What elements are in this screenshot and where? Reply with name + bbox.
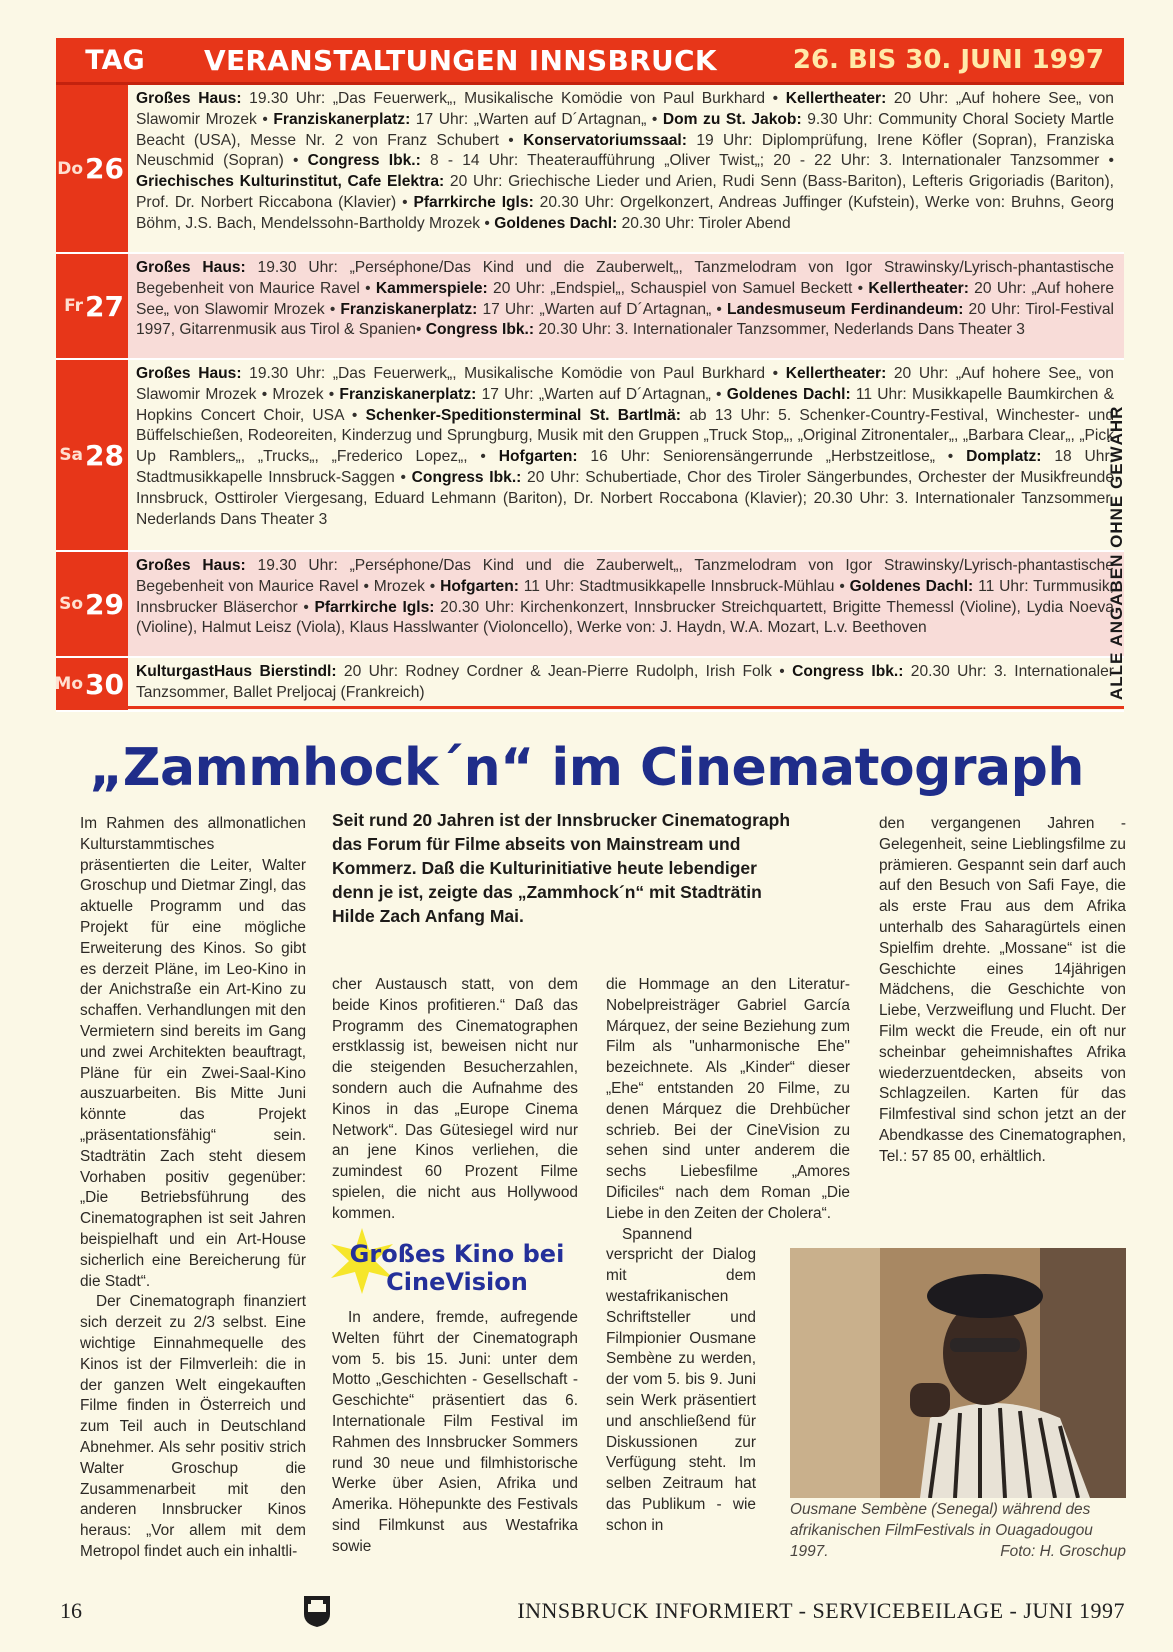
subhead-starburst bbox=[322, 1226, 592, 1306]
event-details: 19 Uhr: Diplomprüfung, Irene Köfler (Sopran), Franziska Neuschmid (Sopran) • bbox=[136, 131, 1114, 170]
day-events bbox=[128, 254, 1124, 358]
article-column-2 bbox=[332, 975, 578, 1225]
article-column-1 bbox=[80, 814, 306, 1563]
venue-name: Konservatoriumssaal: bbox=[523, 131, 687, 149]
venue-name: Congress Ibk.: bbox=[411, 468, 522, 486]
event-details: 11 Uhr: Turmmusik, Innsbrucker Bläserchor • bbox=[136, 577, 1115, 616]
day-number: 29 bbox=[85, 587, 124, 621]
event-details: 19.30 Uhr: „Perséphone/Das Kind und die Zauberwelt„, Tanzmelodram von Igor Strawinsky/Lyrisch-phantastische Begebenheit von Maurice Ravel • bbox=[136, 259, 1114, 297]
city-crest-icon bbox=[302, 1594, 332, 1628]
article-headline: „Zammhock´n“ im Cinematograph bbox=[89, 738, 1084, 798]
event-details: 20.30 Uhr: Kirchenkonzert, Innsbrucker Streichquartett, Brigitte Themessl (Violine), Lydia Noeva (Violine), Halmut Leisz (Viola), Klaus Hasslwanter (Violoncello), Werke von: J. Haydn, W.A. Mozart, L.v. Beethoven bbox=[136, 598, 1114, 637]
venue-name: Großes Haus: bbox=[136, 259, 246, 276]
day-events bbox=[128, 552, 1124, 656]
event-details: 20 Uhr: „Auf hohere See„ von Slawomir Mrozek • Mrozek • bbox=[136, 365, 1114, 403]
photo-credit: Foto: H. Groschup bbox=[1000, 1542, 1126, 1560]
venue-name: Hofgarten: bbox=[498, 448, 578, 466]
day-row-mo bbox=[56, 658, 1124, 712]
venue-name: Goldenes Dachl: bbox=[494, 214, 618, 232]
event-details: 19.30 Uhr: „Das Feuerwerk„, Musikalische Komödie von Paul Burkhard • bbox=[241, 90, 786, 107]
venue-name: Congress Ibk.: bbox=[307, 152, 421, 170]
subhead-text bbox=[322, 1240, 592, 1296]
venue-name: Landesmuseum Ferdinandeum: bbox=[726, 300, 964, 318]
day-number: 27 bbox=[85, 289, 124, 323]
page-number: 16 bbox=[60, 1598, 82, 1623]
article-column-2b bbox=[332, 1308, 578, 1558]
event-details: 17 Uhr: „Warten auf D´Artagnan„ • bbox=[476, 385, 727, 403]
venue-name: Hofgarten: bbox=[440, 577, 519, 595]
paragraph: Spannend verspricht der Dialog mit dem westafrikanischen Schriftsteller und Filmpionier Ousmane Sembène zu werden, der vom 5. bis 9. Juni sein Werk präsentiert und anschließend für Diskussionen zur Verfügung steht. Im selben Zeitraum hat das Publikum - wie schon in bbox=[606, 1225, 756, 1534]
event-details: 20 Uhr: „Auf hohere See„ von Slawomir Mrozek • bbox=[136, 90, 1114, 128]
disclaimer-vertical: ALLE ANGABEN OHNE GEWÄHR bbox=[1107, 405, 1126, 700]
event-details: 20 Uhr: Tirol-Festival 1997, Gitarrenmusik aus Tirol & Spanien• bbox=[136, 300, 1114, 339]
venue-name: Großes Haus: bbox=[136, 90, 242, 107]
day-row-do bbox=[56, 85, 1124, 254]
day-label bbox=[56, 552, 128, 656]
venue-name: Domplatz: bbox=[966, 448, 1042, 466]
day-number: 28 bbox=[85, 438, 124, 472]
event-details: 20.30 Uhr: 3. Internationaler Tanzsommer, Nederlands Dans Theater 3 bbox=[534, 321, 1025, 339]
venue-name: KulturgastHaus Bierstindl: bbox=[136, 663, 337, 680]
venue-name: Pfarrkirche Igls: bbox=[314, 598, 435, 616]
venue-name: Großes Haus: bbox=[136, 557, 246, 574]
photo-ousmane-sembene bbox=[790, 1248, 1126, 1498]
day-row-sa bbox=[56, 360, 1124, 552]
day-label bbox=[56, 658, 128, 710]
venue-name: Kammerspiele: bbox=[375, 279, 488, 297]
event-details: 20 Uhr: Schubertiade, Chor des Tiroler Sängerbundes, Orchester der Musikfreunde Innsbruck, Osttiroler Viergesang, Eduard Lehmann (Bariton), Dr. Norbert Roccabona (Klavier); 20.30 Uhr: 3. Internationaler Tanzsommer, Nederlands Dans Theater 3 bbox=[136, 468, 1114, 528]
venue-name: Congress Ibk.: bbox=[425, 321, 535, 339]
event-details: 17 Uhr: „Warten auf D´Artagnan„ • bbox=[410, 110, 663, 128]
day-label bbox=[56, 360, 128, 550]
venue-name: Goldenes Dachl: bbox=[849, 577, 974, 595]
venue-name: Pfarrkirche Igls: bbox=[413, 193, 534, 211]
event-details: 20.30 Uhr: Tiroler Abend bbox=[617, 214, 791, 232]
day-label bbox=[56, 85, 128, 252]
venue-name: Franziskanerplatz: bbox=[273, 110, 411, 128]
event-details: 19.30 Uhr: „Das Feuerwerk„, Musikalische Komödie von Paul Burkhard • bbox=[241, 365, 786, 382]
venue-name: Griechisches Kulturinstitut, Cafe Elektra: bbox=[136, 173, 445, 191]
header-dates: 26. BIS 30. JUNI 1997 bbox=[792, 45, 1104, 75]
paragraph: Der Cinematograph finanziert sich derzeit zu 2/3 selbst. Eine wichtige Einnahmequelle des Kinos ist der Filmverleih: die in der ganzen Welt eingekauften Filme finden in Österreich und zum Teil auch in Deutschland Abnehmer. Als sehr positiv strich Walter Groschup die Zusammenarbeit mit den anderen Innsbrucker Kinos heraus: „Vor allem mit dem Metropol findet auch ein inhaltli- bbox=[80, 1293, 306, 1560]
venue-name: Kellertheater: bbox=[785, 90, 887, 107]
event-details: 11 Uhr: Musikkapelle Baumkirchen & Hopkins Concert Choir, USA • bbox=[136, 385, 1114, 424]
paragraph: den vergangenen Jahren - Gelegenheit, seine Lieblingsfilme zu prämieren. Gespannt sein darf auch auf den Besuch von Safi Faye, die als erste Frau aus dem Afrika unterhalb des Saharagürtels einen Spielfim drehte. „Mossane“ ist die Geschichte eines 14jährigen Mädchens, die Geschichte von Liebe, Verzweiflung und Flucht. Der Film weckt die Freude, ein oft nur scheinbar geheimnishaftes Afrika wiederzuentdecken, abseits von Schlagzeilen. Karten für das Filmfestival sind schon jetzt an der Abendkasse des Cinematographen, Tel.: 57 85 00, erhältlich. bbox=[879, 815, 1126, 1165]
article-lead: Seit rund 20 Jahren ist der Innsbrucker Cinematograph das Forum für Filme abseits von Mainstream und Kommerz. Daß die Kulturinitiative heute lebendiger denn je ist, zeigte das „Zammhock´n“ mit Stadträtin Hilde Zach Anfang Mai. bbox=[332, 810, 791, 926]
day-name: Mo bbox=[54, 674, 84, 694]
day-name: Fr bbox=[64, 296, 84, 316]
event-schedule bbox=[56, 85, 1124, 712]
header-title: VERANSTALTUNGEN INNSBRUCK bbox=[204, 43, 717, 77]
event-details: 11 Uhr: Stadtmusikkapelle Innsbruck-Mühlau • bbox=[518, 577, 850, 595]
caption-text: Ousmane Sembène (Senegal) während des afrikanischen FilmFestivals in Ouagadougou 1997. bbox=[790, 1501, 1093, 1560]
day-name: Sa bbox=[59, 445, 84, 465]
day-events bbox=[128, 360, 1124, 550]
schedule-divider bbox=[56, 706, 1124, 709]
paragraph: die Hommage an den Literatur-Nobelpreisträger Gabriel García Márquez, der seine Beziehung zum Film als "unharmonische Ehe" bezeichnete. Als „Kinder“ dieser „Ehe“ entstanden 20 Filme, zu denen Márquez die Drehbücher schrieb. Bei der CineVision zu sehen sind unter anderem die sechs Liebesfilme „Amores Dificiles“ nach dem Roman „Die Liebe in den Zeiten der Cholera“. bbox=[606, 976, 850, 1222]
event-details: ab 13 Uhr: 5. Schenker-Country-Festival, Winchester- und Büffelschießen, Rodeoreiten, Kinderzug und Sprungburg, Musik mit den Gruppen „Truck Stop„, „Original Zitronentaler„, „Barbara Clear„, „Pick Up Ramblers„, „Trucks„, „Frederico Lopez„, • bbox=[136, 406, 1115, 466]
event-details: 20.30 Uhr: 3. Internationaler Tanzsommer, Ballet Preljocaj (Frankreich) bbox=[136, 663, 1114, 701]
event-details: 9.30 Uhr: Community Choral Society Martle Beacht (USA), Messe Nr. 2 von Franz Schubert • bbox=[136, 110, 1114, 149]
venue-name: Schenker-Speditionsterminal St. Bartlmä: bbox=[365, 406, 682, 424]
event-details: 20 Uhr: „Auf hohere See„ von Slawomir Mrozek • bbox=[136, 279, 1114, 318]
venue-name: Großes Haus: bbox=[136, 365, 242, 382]
event-details: 8 - 14 Uhr: Theateraufführung „Oliver Twist„; 20 - 22 Uhr: 3. Internationaler Tanzsommer • bbox=[420, 152, 1114, 170]
subhead-line-2: CineVision bbox=[386, 1268, 528, 1296]
day-name: Do bbox=[57, 158, 84, 179]
venue-name: Franziskanerplatz: bbox=[339, 385, 477, 403]
day-number: 30 bbox=[85, 667, 124, 701]
day-row-so bbox=[56, 552, 1124, 658]
event-details: 20.30 Uhr: Orgelkonzert, Andreas Juffinger (Kufstein), Werke von: Bruhns, Georg Böhm, J.S. Bach, Mendelssohn-Bartholdy Mrozek • bbox=[136, 193, 1114, 232]
day-events bbox=[128, 658, 1124, 710]
venue-name: Franziskanerplatz: bbox=[340, 300, 478, 318]
paragraph: In andere, fremde, aufregende Welten führt der Cinematograph vom 5. bis 15. Juni: unter dem Motto „Geschichten - Gesellschaft - Geschichte“ präsentiert das 6. Internationale Film Festival im Rahmen des Innsbrucker Sommers rund 30 neue und filmhistorische Werke über Asien, Afrika und Amerika. Höhepunkte des Festivals sind Filmkunst aus Westafrika sowie bbox=[332, 1309, 578, 1555]
photo-caption bbox=[790, 1500, 1126, 1562]
event-details: 18 Uhr: Stadtmusikkapelle Innsbruck-Saggen • bbox=[136, 448, 1114, 486]
venue-name: Goldenes Dachl: bbox=[726, 385, 851, 403]
event-details: 20 Uhr: Rodney Cordner & Jean-Pierre Rudolph, Irish Folk • bbox=[336, 663, 793, 680]
schedule-header bbox=[56, 38, 1124, 85]
header-tag: TAG bbox=[85, 44, 145, 76]
venue-name: Congress Ibk.: bbox=[792, 663, 904, 680]
article-column-4 bbox=[879, 814, 1126, 1168]
footer-title: INNSBRUCK INFORMIERT - SERVICEBEILAGE - JUNI 1997 bbox=[517, 1598, 1125, 1623]
day-label bbox=[56, 254, 128, 358]
venue-name: Kellertheater: bbox=[868, 279, 969, 297]
paragraph: Im Rahmen des allmonatlichen Kulturstammtisches präsentierten die Leiter, Walter Groschup und Dietmar Zingl, das aktuelle Programm und das Projekt für eine mögliche Erweiterung des Kinos. So gibt es derzeit Pläne, im Leo-Kino in der Anichstraße ein Art-Kino zu schaffen. Verhandlungen mit den Vermietern sind bereits im Gang und zwei Architekten beauftragt, Pläne für ein Zwei-Saal-Kino auszuarbeiten. Bis Mitte Juni könnte das Projekt „präsentationsfähig“ sein. Stadträtin Zach steht diesem Vorhaben positiv gegenüber: „Die Betriebsführung des Cinematographen ist seit Jahren beispielhaft und ein Art-House sicherlich eine Bereicherung für die Stadt“. bbox=[80, 815, 306, 1290]
day-row-fr bbox=[56, 254, 1124, 360]
event-details: 19.30 Uhr: „Perséphone/Das Kind und die Zauberwelt„, Tanzmelodram von Igor Strawinsky/Lyrisch-phantastische Begebenheit von Maurice Ravel • Mrozek • bbox=[136, 557, 1114, 595]
event-details: 17 Uhr: „Warten auf D´Artagnan„ • bbox=[477, 300, 727, 318]
day-name: So bbox=[59, 594, 84, 614]
day-events bbox=[128, 85, 1124, 252]
paragraph: cher Austausch statt, von dem beide Kinos profitieren.“ Daß das Programm des Cinematographen erstklassig ist, beweisen nicht nur die steigenden Besucherzahlen, sondern auch die Aufnahme des Kinos in das „Europe Cinema Network“. Das Gütesiegel wird nur an jene Kinos verliehen, die zumindest 60 Prozent Filme spielen, die nicht aus Hollywood kommen. bbox=[332, 976, 578, 1222]
day-number: 26 bbox=[85, 152, 124, 185]
venue-name: Dom zu St. Jakob: bbox=[662, 110, 802, 128]
event-details: 16 Uhr: Seniorensängerrunde „Herbstzeitlose„ • bbox=[577, 448, 967, 466]
event-details: 20 Uhr: Griechische Lieder und Arien, Rudi Senn (Bass-Bariton), Lefteris Grigoriadis (Bariton), Prof. Dr. Norbert Riccabona (Klavier) • bbox=[136, 173, 1115, 211]
subhead-line-1: Großes Kino bei bbox=[349, 1240, 565, 1268]
event-details: 20 Uhr: „Endspiel„, Schauspiel von Samuel Beckett • bbox=[487, 279, 869, 297]
venue-name: Kellertheater: bbox=[785, 365, 887, 382]
portrait-image bbox=[790, 1248, 1126, 1498]
